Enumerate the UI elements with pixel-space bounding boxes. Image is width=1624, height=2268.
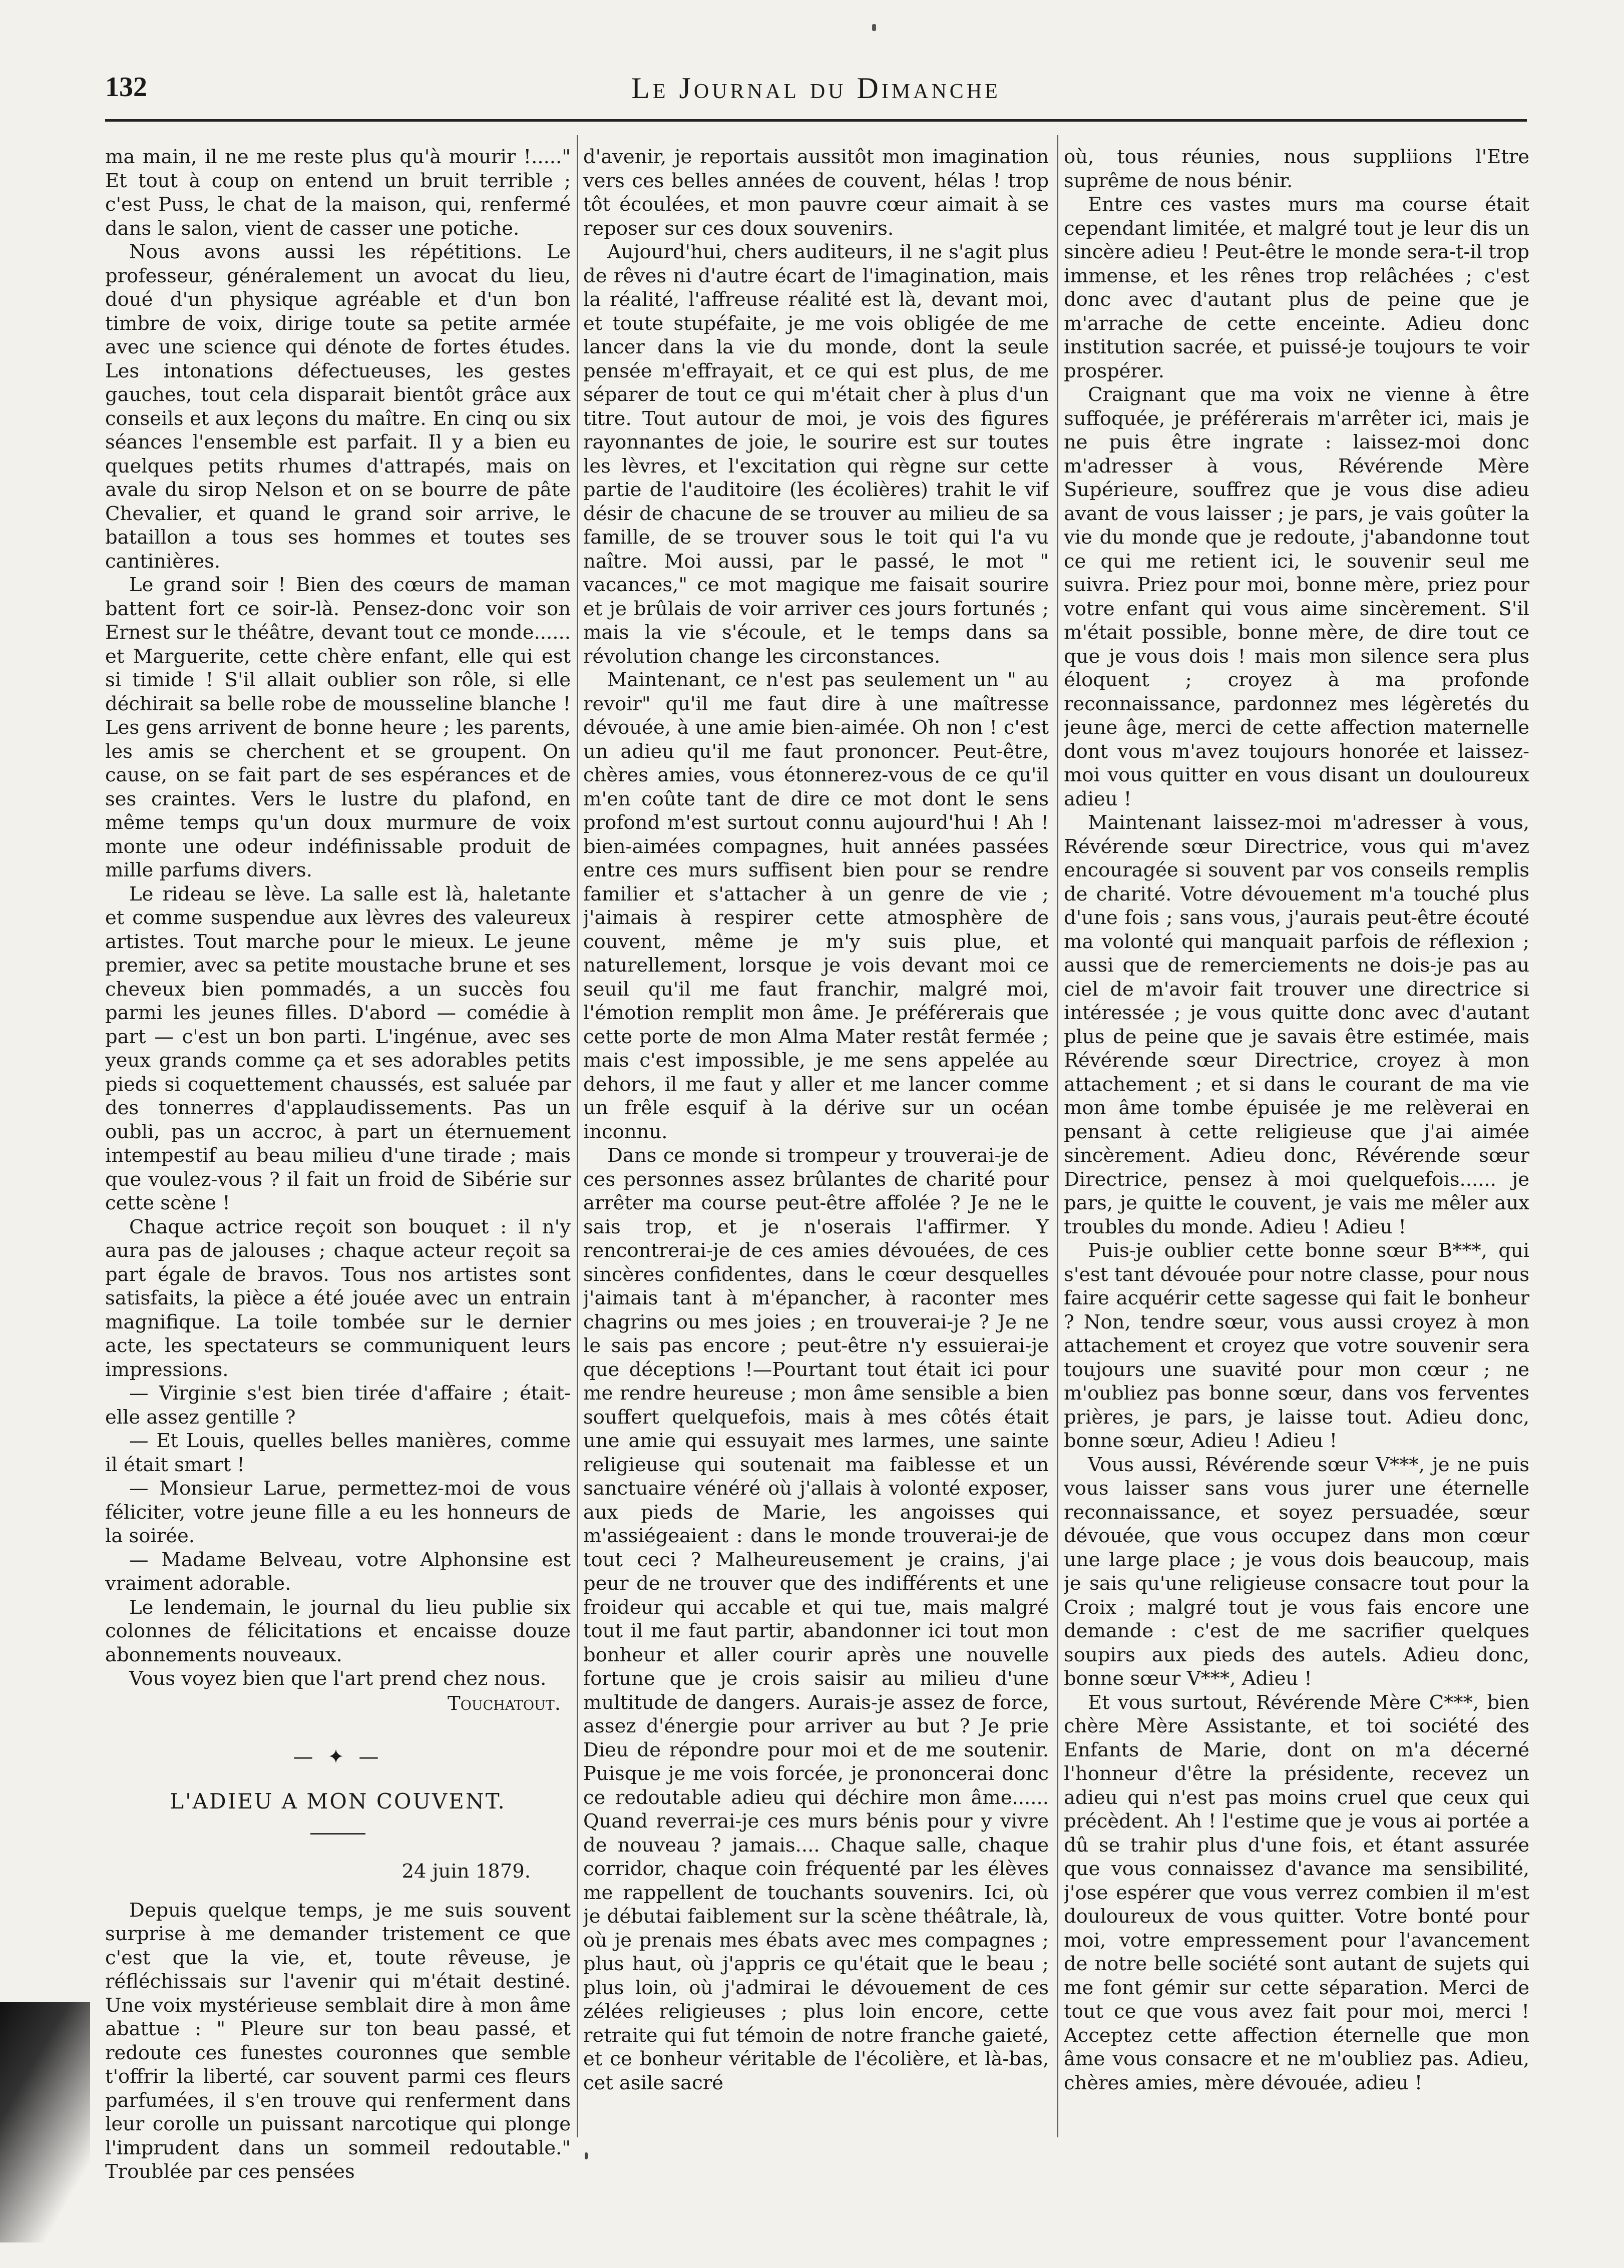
- paragraph: Entre ces vastes murs ma course était cependant limitée, et malgré tout je leur dis un sincère adieu ! Peut-être le monde sera-t-il trop immense, et les rênes trop relâchées ; c'est donc avec d'autant plus de peine que je m'arrache de cette enceinte. Adieu donc institution sacrée, et puissé-je toujours te voir prospérer.: [1064, 193, 1529, 382]
- paragraph: Depuis quelque temps, je me suis souvent surprise à me demander tristement ce que c'est que la vie, et, toute rêveuse, je réfléchissais sur l'avenir qui m'était destiné. Une voix mystérieuse semblait dire à mon âme abattue : " Pleure sur ton beau passé, et redoute ces funestes couronnes que semble t'offrir la liberté, car souvent parmi ces fleurs parfumées, il s'en trouve qui renferment dans leur corolle un puissant narcotique qui plonge l'imprudent dans un sommeil redoutable." Troublée par ces pensées: [105, 1899, 571, 2183]
- page-number: 132: [105, 72, 147, 103]
- section-ornament: — ✦ —: [293, 1745, 383, 1768]
- page-fold-shadow: [0, 2002, 90, 2242]
- column-2: [583, 145, 1049, 2197]
- paragraph: Nous avons aussi les répétitions. Le professeur, généralement un avocat du lieu, doué d'un physique agréable et d'un bon timbre de voix, dirige toute sa petite armée avec une science qui dénote de fortes études. Les intonations défectueuses, les gestes gauches, tout cela disparait bientôt grâce aux conseils et aux leçons du maître. En cinq ou six séances l'ensemble est parfait. Il y a bien eu quelques petits rhumes d'attrapés, mais on avale du sirop Nelson et on se bourre de pâte Chevalier, et quand le grand soir arrive, le bataillon a tous ses hommes et toutes ses cantinières.: [105, 241, 571, 573]
- title-rule: [310, 1833, 365, 1835]
- paragraph: Aujourd'hui, chers auditeurs, il ne s'agit plus de rêves ni d'autre écart de l'imagination, mais la réalité, l'affreuse réalité est là, devant moi, et toute stupéfaite, je me vois obligée de me lancer dans la vie du monde, dont la seule pensée m'effrayait, et ce qui est plus, de me séparer de tout ce qui m'était cher à plus d'un titre. Tout autour de moi, je vois des figures rayonnantes de joie, le sourire est sur toutes les lèvres, et l'excitation qui règne sur cette partie de l'auditoire (les écolières) trahit le vif désir de chacune de se trouver au milieu de sa famille, de se trouver sous le toit qui l'a vu naître. Moi aussi, par le passé, le mot " vacances," ce mot magique me faisait sourire et je brûlais de voir arriver ces jours fortunés ; mais la vie s'écoule, et le temps dans sa révolution change les circonstances.: [583, 241, 1049, 668]
- paragraph: Maintenant laissez-moi m'adresser à vous, Révérende sœur Directrice, vous qui m'avez encouragée si souvent par vos conseils remplis de charité. Votre dévouement m'a touché plus d'une fois ; sans vous, j'aurais peut-être écouté ma volonté qui manquait parfois de réflexion ; aussi que de remerciements ne dois-je pas au ciel de m'avoir fait trouver une directrice si intéressée ; je vous quitte donc avec d'autant plus de peine que je savais être estimée, mais Révérende sœur Directrice, croyez à mon attachement ; et si dans le courant de ma vie mon âme tombe épuisée je me relèverai en pensant à cette religieuse que j'ai aimée sincèrement. Adieu donc, Révérende sœur Directrice, pensez à moi quelquefois...... je pars, je quitte le couvent, je vais me mêler aux troubles du monde. Adieu ! Adieu !: [1064, 811, 1529, 1238]
- column-1: [105, 145, 571, 2197]
- paragraph: Craignant que ma voix ne vienne à être suffoquée, je préférerais m'arrêter ici, mais je ne puis être ingrate : laissez-moi donc m'adresser à vous, Révérende Mère Supérieure, souffrez que je vous dise adieu avant de vous laisser ; je pars, je vais goûter la vie du monde que je redoute, j'abandonne tout ce qui me retient ici, le souvenir seul me suivra. Priez pour moi, bonne mère, priez pour votre enfant qui vous aime sincèrement. S'il m'était possible, bonne mère, de dire tout ce que je vous dois ! mais mon silence sera plus éloquent ; croyez à ma profonde reconnaissance, pardonnez mes légèretés du jeune âge, merci de cette affection maternelle dont vous m'avez toujours honorée et laissez-moi vous quitter en vous disant un douloureux adieu !: [1064, 383, 1529, 810]
- dialogue-line: — Virginie s'est bien tirée d'affaire ; était-elle assez gentille ?: [105, 1382, 571, 1429]
- dialogue-line: — Madame Belveau, votre Alphonsine est vraiment adorable.: [105, 1548, 571, 1595]
- paragraph: Le lendemain, le journal du lieu publie six colonnes de félicitations et encaisse douze abonnements nouveaux.: [105, 1596, 571, 1666]
- paragraph: d'avenir, je reportais aussitôt mon imagination vers ces belles années de couvent, hélas ! trop tôt écoulées, et mon pauvre cœur aimait à se reposer sur ces doux souvenirs.: [583, 146, 1049, 240]
- paragraph: Puis-je oublier cette bonne sœur B***, qui s'est tant dévouée pour notre classe, pour nous faire acquérir cette sagesse qui fait le bonheur ? Non, tendre sœur, vous aussi croyez à mon attachement et croyez que votre souvenir sera toujours une suavité pour mon cœur ; ne m'oubliez pas bonne sœur, dans vos ferventes prières, je pars, je laisse tout. Adieu donc, bonne sœur, Adieu ! Adieu !: [1064, 1239, 1529, 1452]
- column-divider: [1057, 135, 1058, 2137]
- paragraph: où, tous réunies, nous suppliions l'Etre suprême de nous bénir.: [1064, 146, 1529, 192]
- paragraph: Maintenant, ce n'est pas seulement un " au revoir" qu'il me faut dire à une maîtresse dévouée, à une amie bien-aimée. Oh non ! c'est un adieu qu'il me faut prononcer. Peut-être, chères amies, vous étonnerez-vous de ce qu'il m'en coûte tant de dire ce mot dont le sens profond m'est surtout connu aujourd'hui ! Ah ! bien-aimées compagnes, huit années passées entre ces murs suffisent bien pour se rendre familier et s'attacher à un genre de vie ; j'aimais à respirer cette atmosphère de couvent, même je m'y suis plue, et naturellement, lorsque je vois devant moi ce seuil qu'il me faut franchir, malgré moi, l'émotion remplit mon âme. Je préférerais que cette porte de mon Alma Mater restât fermée ; mais c'est impossible, je me sens appelée au dehors, il me faut y aller et me lancer comme un frêle esquif à la dérive sur un océan inconnu.: [583, 669, 1049, 1143]
- column-divider: [577, 135, 578, 2137]
- paragraph: Le grand soir ! Bien des cœurs de maman battent fort ce soir-là. Pensez-donc voir son Ernest sur le théâtre, devant tout ce monde...... et Marguerite, cette chère enfant, elle qui est si timide ! S'il allait oublier son rôle, si elle déchirait sa belle robe de mousseline blanche ! Les gens arrivent de bonne heure ; les parents, les amis se cherchent et se groupent. On cause, on se fait part de ses espérances et de ses craintes. Vers le lustre du plafond, en même temps qu'un doux murmure de voix monte une odeur indéfinissable produit de mille parfums divers.: [105, 574, 571, 881]
- running-title: Le Journal du Dimanche: [631, 72, 1001, 105]
- paragraph: Le rideau se lève. La salle est là, haletante et comme suspendue aux lèvres des valeureux artistes. Tout marche pour le mieux. Le jeune premier, avec sa petite moustache brune et ses cheveux bien pommadés, a un succès fou parmi les jeunes filles. D'abord — comédie à part — c'est un bon parti. L'ingénue, avec ses yeux grands comme ça et ses adorables petits pieds si coquettement chaussés, est saluée par des tonnerres d'applaudissements. Pas un oubli, pas un accroc, à part un éternuement intempestif au beau milieu d'une tirade ; mais que voulez-vous ? il fait un froid de Sibérie sur cette scène !: [105, 882, 571, 1214]
- print-mark: [585, 2152, 588, 2159]
- dialogue-line: — Et Louis, quelles belles manières, comme il était smart !: [105, 1430, 571, 1476]
- page-header: [105, 71, 1527, 106]
- paragraph: Vous voyez bien que l'art prend chez nous.: [129, 1667, 547, 1690]
- paragraph: Dans ce monde si trompeur y trouverai-je de ces personnes assez brûlantes de charité pour arrêter ma course peut-être affolée ? Je ne le sais trop, et je n'oserais l'affirmer. Y rencontrerai-je de ces amies dévouées, de ces sincères confidentes, dans le cœur desquelles j'aimais tant à m'épancher, à raconter mes chagrins ou mes joies ; en trouverai-je ? Je ne le sais pas encore ; peut-être n'y essuierai-je que déceptions !—Pourtant tout était ici pour me rendre heureuse ; mon âme sensible a bien souffert quelquefois, mais à mes côtés était une amie qui essuyait mes larmes, une sainte religieuse qui soutenait ma faiblesse et un sanctuaire vénéré où j'allais à volonté exposer, aux pieds de Marie, les angoisses qui m'assiégeaient : dans le monde trouverai-je de tout ceci ? Malheureusement je crains, j'ai peur de ne trouver que des indifférents et une froideur qui accable et qui tue, mais malgré tout il me faut partir, abandonner ici tout mon bonheur et aller courir après une nouvelle fortune que je crois saisir au milieu d'une multitude de dangers. Aurais-je assez de force, assez d'énergie pour arriver au but ? Je prie Dieu de répondre pour moi et de me soutenir. Puisque je me vois forcée, je prononcerai donc ce redoutable adieu qui déchire mon âme...... Quand reverrai-je ces murs bénis pour y vivre de nouveau ? jamais.... Chaque salle, chaque corridor, chaque coin fréquenté par les élèves me rappellent de touchants souvenirs. Ici, où je débutai faiblement sur la scène théâtrale, là, où je prenais mes ébats avec mes compagnes ; plus haut, où j'appris ce qu'était que le beau ; plus loin, où j'admirai le dévouement de ces zélées religieuses ; plus loin encore, cette retraite qui fut témoin de notre franche gaieté, et ce bonheur véritable de l'écolière, et là-bas, cet asile sacré: [583, 1144, 1049, 2094]
- article-title: L'ADIEU A MON COUVENT.: [170, 1788, 506, 1813]
- column-3: [1064, 145, 1529, 2197]
- paragraph: Et vous surtout, Révérende Mère C***, bien chère Mère Assistante, et toi société des Enfants de Marie, dont on m'a décerné l'honneur d'être la présidente, recevez un adieu qui n'est pas moins cruel que ceux qui précèdent. Ah ! l'estime que je vous ai portée a dû se trahir plus d'une fois, et étant assurée que vous connaissez d'avance ma sensibilité, j'ose espérer que vous verrez combien il m'est douloureux de vous quitter. Votre bonté pour moi, votre empressement pour l'avancement de notre belle société sont autant de sujets qui me font gémir sur cette séparation. Merci de tout ce que vous avez fait pour moi, merci ! Acceptez cette affection éternelle que mon âme vous consacre et ne m'oubliez pas. Adieu, chères amies, mère dévouée, adieu !: [1064, 1691, 1529, 2094]
- print-mark: [872, 24, 876, 31]
- paragraph: Chaque actrice reçoit son bouquet : il n'y aura pas de jalouses ; chaque acteur reçoit sa part égale de bravos. Tous nos artistes sont satisfaits, la pièce a été jouée avec un entrain magnifique. La toile tombée sur le dernier acte, les spectateurs se communiquent leurs impressions.: [105, 1215, 571, 1381]
- header-rule: [105, 119, 1527, 122]
- dateline: 24 juin 1879.: [401, 1860, 531, 1883]
- dialogue-line: — Monsieur Larue, permettez-moi de vous féliciter, votre jeune fille a eu les honneurs de la soirée.: [105, 1477, 571, 1547]
- paragraph: Vous aussi, Révérende sœur V***, je ne puis vous laisser sans vous jurer une éternelle reconnaissance, et soyez persuadée, sœur dévouée, que vous occupez dans mon cœur une large place ; je vous dois beaucoup, mais je sais qu'une religieuse consacre tout pour la Croix ; malgré tout je vous fais encore une demande : c'est de me sacrifier quelques soupirs aux pieds des autels. Adieu donc, bonne sœur V***, Adieu !: [1064, 1453, 1529, 1690]
- author-signature: Touchatout.: [448, 1692, 561, 1715]
- paragraph: ma main, il ne me reste plus qu'à mourir !....." Et tout à coup on entend un bruit terrible ; c'est Puss, le chat de la maison, qui, renfermé dans le salon, vient de casser une potiche.: [105, 146, 571, 240]
